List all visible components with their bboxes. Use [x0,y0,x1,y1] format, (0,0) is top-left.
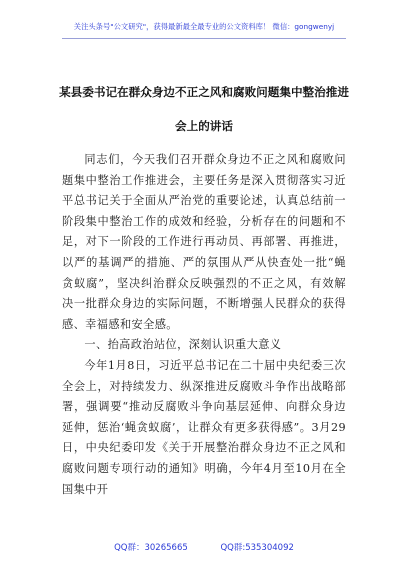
header-divider [62,38,346,39]
footer-qq-group-2: QQ群:535304092 [220,543,294,553]
document-title-line-2: 会上的讲话 [175,119,233,133]
section-heading-1: 一、抬高政治站位，深刻认识重大意义 [84,338,282,352]
body-paragraph-opening: 同志们，今天我们召开群众身边不正之风和腐败问题集中整治工作推进会，主要任务是深入贯彻落实习近平总书记关于全面从严治党的重要论述，认真总结前一阶段集中整治工作的成效和经验，分析存在的问题和不足，对下一阶段的工作进行再动员、再部署、再推进，以严的基调严的措施、严的氛围从严从快查处一批“蝇贪蚁腐”，坚决纠治群众反映强烈的不正之风，有效解决一批群众身边的实际问题，不断增强人民群众的获得感、幸福感和安全感。 [62,153,346,331]
document-title-line-1: 某县委书记在群众身边不正之风和腐败问题集中整治推进 [59,85,349,99]
footer-contact [0,541,408,553]
header-banner: 关注头条号"公文研究"，获得最新最全最专业的公文资料库！ 微信：gongwenyj [73,22,335,31]
footer-qq-group-1: QQ群：30265665 [114,543,188,553]
body-paragraph-2: 今年1月8日，习近平总书记在二十届中央纪委三次全会上，对持续发力、纵深推进反腐败斗争作出战略部署，强调要“推动反腐败斗争向基层延伸、向群众身边延伸，惩治‘蝇贪蚁腐’，让群众有更多获得感”。3月29日，中央纪委印发《关于开展整治群众身边不正之风和腐败问题专项行动的通知》明确，今年4月至10月在全国集中开 [62,358,346,496]
document-body [62,150,346,500]
